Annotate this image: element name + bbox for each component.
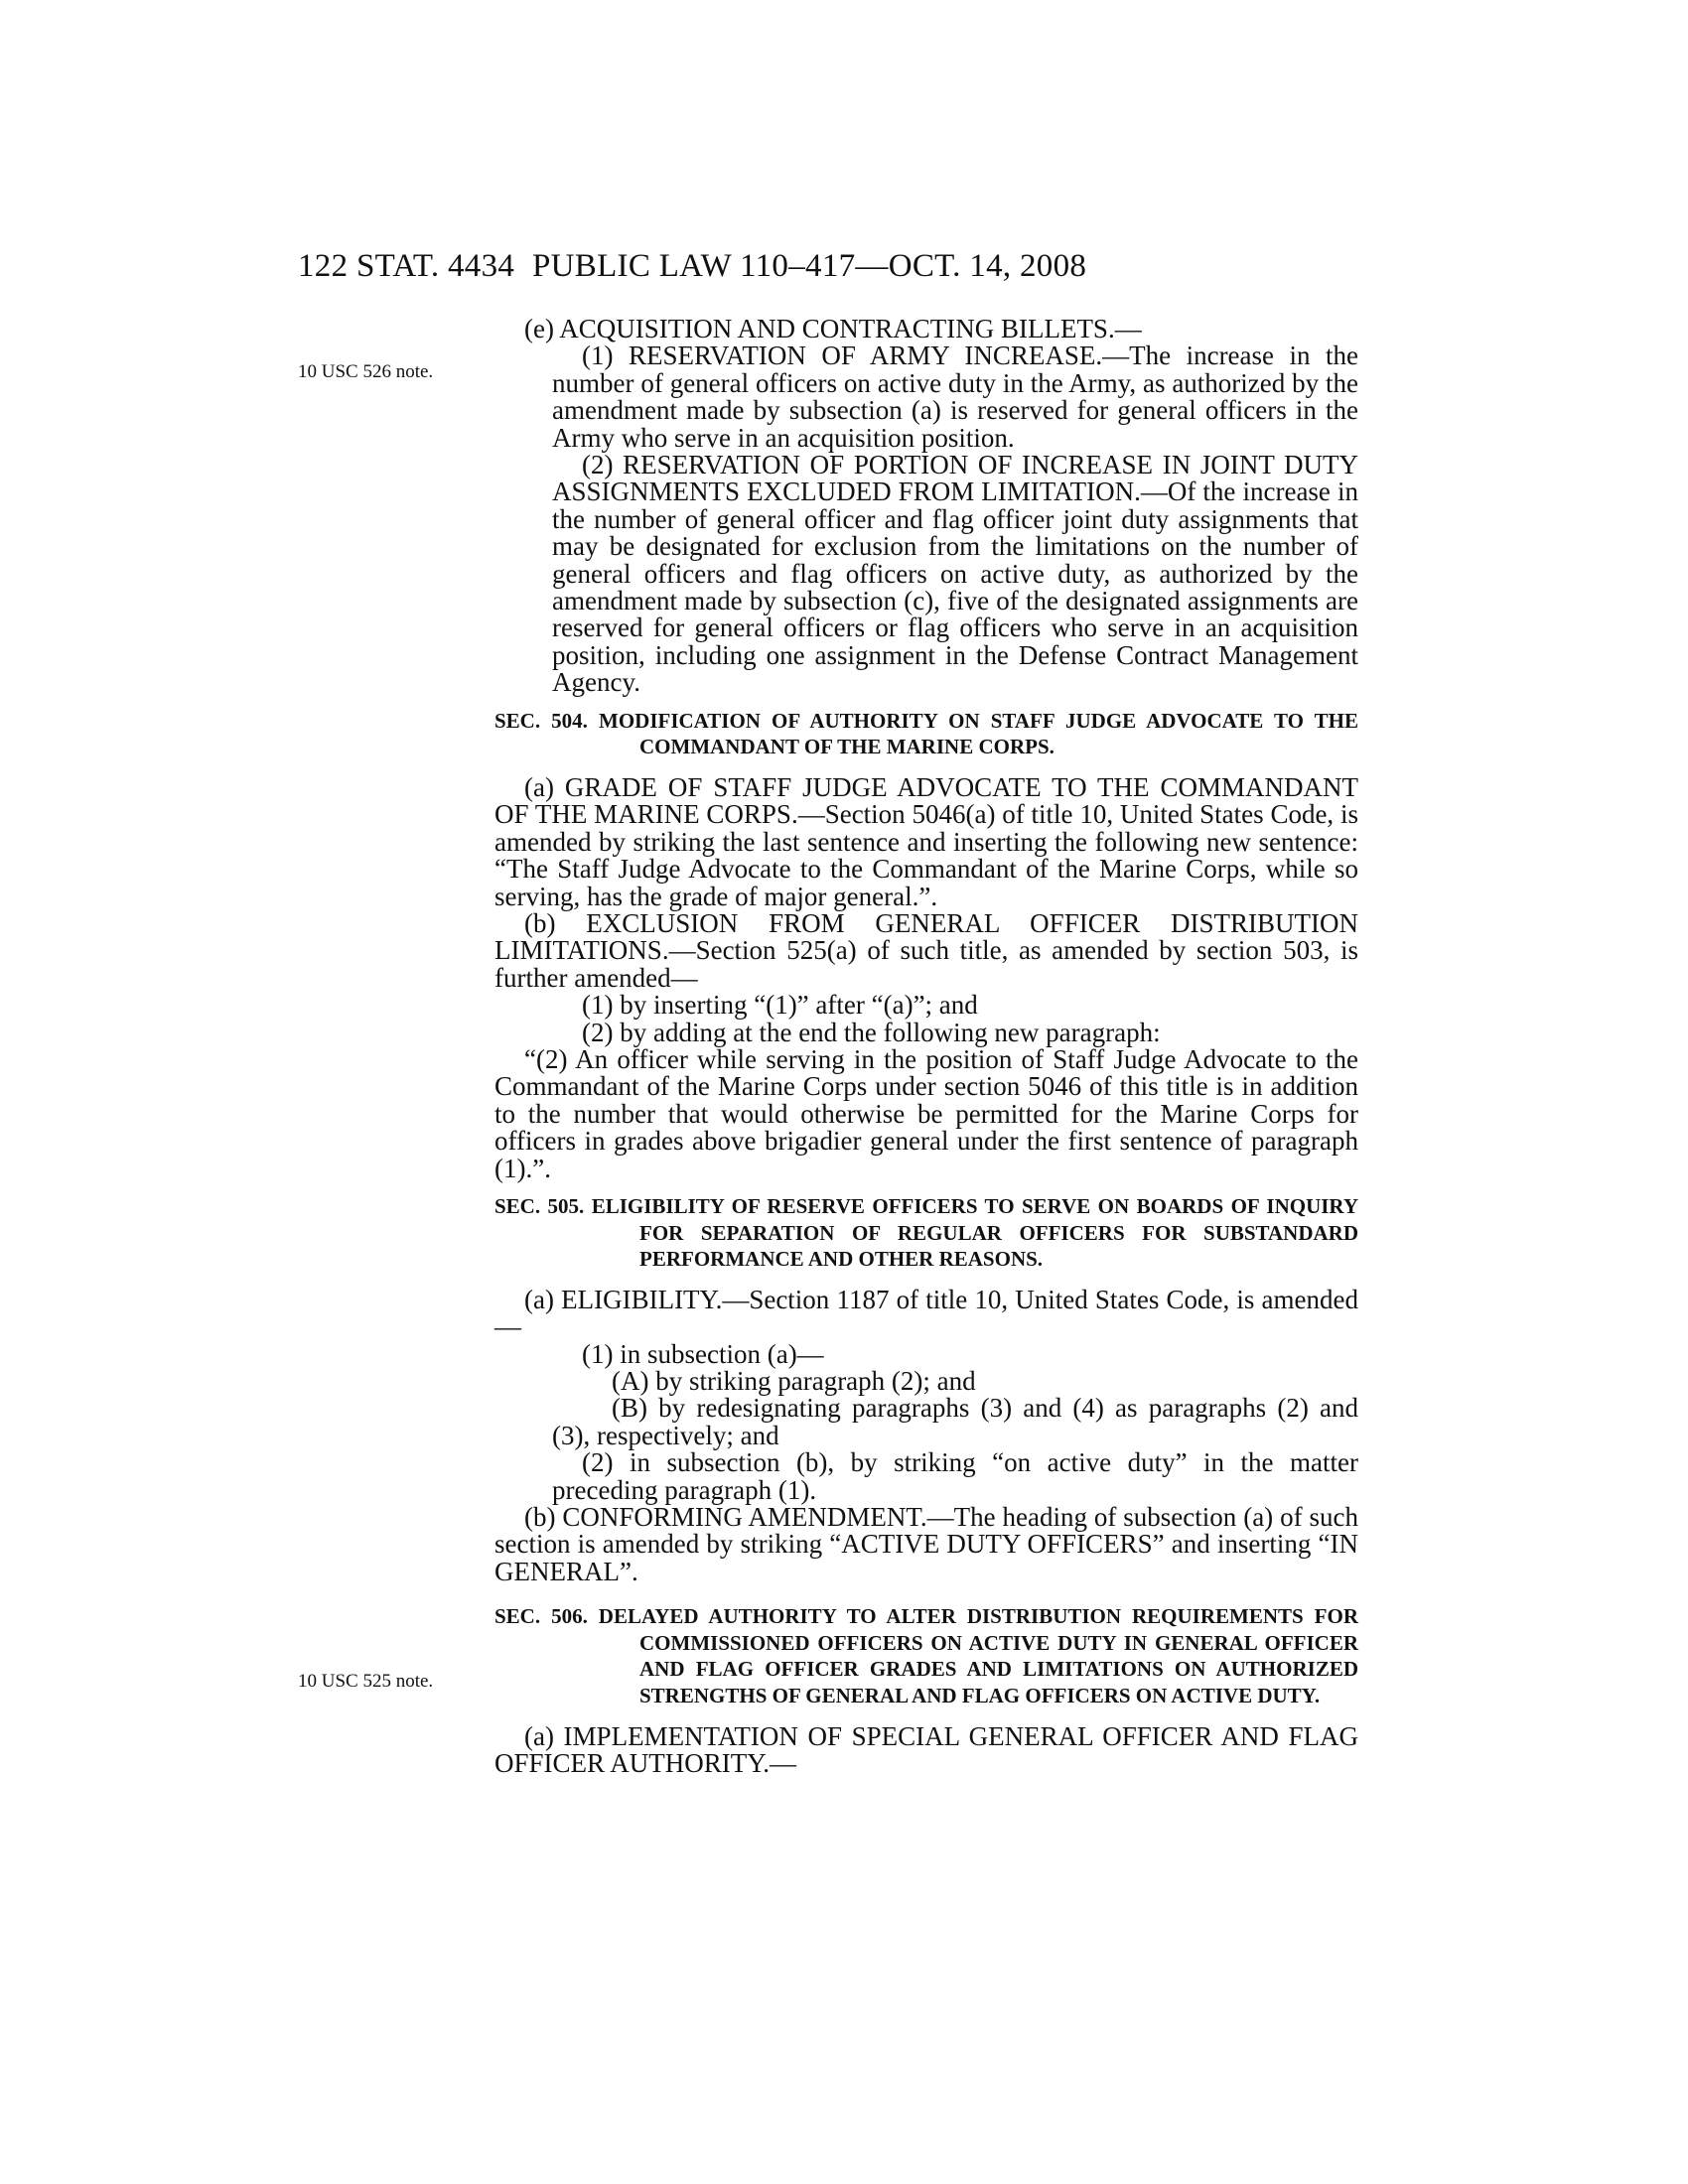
sec504-paragraph-2: (2) by adding at the end the following new paragraph: xyxy=(582,1017,1161,1047)
section-504-heading: SEC. 504. MODIFICATION OF AUTHORITY ON STAFF JUDGE ADVOCATE TO THE COMMANDANT OF THE MARINE CORPS. xyxy=(494,708,1358,759)
sec505-subsection-b: (b) CONFORMING AMENDMENT.—The heading of subsection (a) of such section is amended by striking “ACTIVE DUTY OFFICERS” and inserting “IN GENERAL”. xyxy=(494,1502,1358,1586)
margin-note: 10 USC 526 note. xyxy=(298,361,434,382)
sec504-subsection-a: (a) GRADE OF STAFF JUDGE ADVOCATE TO THE COMMANDANT OF THE MARINE CORPS.—Section 5046(a) of title 10, United States Code, is amended by striking the last sentence and inserting the following new sentence: “The Staff Judge Advocate to the Commandant of the Marine Corps, while so serving, has the grade of major general.”. xyxy=(494,771,1358,911)
paragraph-e2: (2) RESERVATION OF PORTION OF INCREASE IN JOINT DUTY ASSIGNMENTS EXCLUDED FROM LIMITATION.—Of the increase in the number of general officer and flag officer joint duty assignments that may be designated for exclusion from the limitations on the number of general officers and flag officers on active duty, as authorized by the amendment made by subsection (c), five of the designated assignments are reserved for general officers or flag officers who serve in an acquisition position, including one assignment in the Defense Contract Management Agency. xyxy=(552,450,1358,698)
document-body xyxy=(494,316,1358,1777)
sec505-paragraph-1: (1) in subsection (a)— xyxy=(582,1338,824,1369)
sec504-subsection-b: (b) EXCLUSION FROM GENERAL OFFICER DISTRIBUTION LIMITATIONS.—Section 525(a) of such title, as amended by section 503, is further amended— xyxy=(494,907,1358,993)
margin-note: 10 USC 525 note. xyxy=(298,1671,434,1692)
page-reference: 122 STAT. 4434 xyxy=(298,248,515,284)
sec505-paragraph-2: (2) in subsection (b), by striking “on active duty” in the matter preceding paragraph (1). xyxy=(552,1447,1358,1505)
paragraph-e1: (1) RESERVATION OF ARMY INCREASE.—The increase in the number of general officers on active duty in the Army, as authorized by the amendment made by subsection (a) is reserved for general officers in the Army who serve in an acquisition position. xyxy=(552,341,1358,453)
section-505-heading: SEC. 505. ELIGIBILITY OF RESERVE OFFICERS TO SERVE ON BOARDS OF INQUIRY FOR SEPARATION OF REGULAR OFFICERS FOR SUBSTANDARD PERFORMANCE AND OTHER REASONS. xyxy=(494,1193,1358,1272)
section-506-heading: SEC. 506. DELAYED AUTHORITY TO ALTER DISTRIBUTION REQUIREMENTS FOR COMMISSIONED OFFICERS ON ACTIVE DUTY IN GENERAL OFFICER AND FLAG OFFICER GRADES AND LIMITATIONS ON AUTHORIZED STRENGTHS OF GENERAL AND FLAG OFFICERS ON ACTIVE DUTY. xyxy=(494,1604,1358,1707)
page-title: PUBLIC LAW 110–417—OCT. 14, 2008 xyxy=(532,248,1087,284)
sec505-subsection-a: (a) ELIGIBILITY.—Section 1187 of title 10, United States Code, is amended— xyxy=(494,1284,1358,1342)
sec506-subsection-a: (a) IMPLEMENTATION OF SPECIAL GENERAL OFFICER AND FLAG OFFICER AUTHORITY.— xyxy=(494,1720,1358,1778)
subsection-e-heading: (e) ACQUISITION AND CONTRACTING BILLETS.— xyxy=(524,314,1142,343)
sec504-quoted-paragraph: “(2) An officer while serving in the position of Staff Judge Advocate to the Commandant of the Marine Corps under section 5046 of this title is in addition to the number that would otherwise be permitted for the Marine Corps for officers in grades above brigadier general under the first sentence of paragraph (1).”. xyxy=(494,1043,1358,1183)
sec505-subparagraph-A: (A) by striking paragraph (2); and xyxy=(612,1365,976,1396)
sec504-paragraph-1: (1) by inserting “(1)” after “(a)”; and xyxy=(582,990,978,1021)
sec505-subparagraph-B: (B) by redesignating paragraphs (3) and (4) as paragraphs (2) and (3), respectively; and xyxy=(552,1393,1358,1450)
